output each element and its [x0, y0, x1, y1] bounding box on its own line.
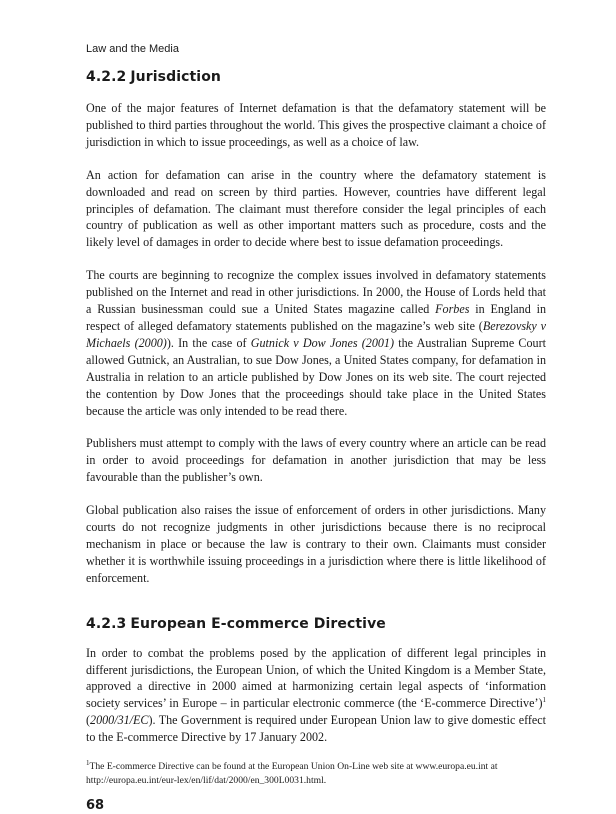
footnote-text: The E-commerce Directive can be found at the European Union On-Line web site at www.europa.eu.int at http://europa.eu.int/eur-lex/en/lif/dat/2000/en_300L0031.html. — [86, 761, 498, 787]
text-run: the Australian Supreme Court allowed Gutnick, an Australian, to sue Dow Jones, a United States company, for defamation in Australia in relation to an article published by Dow Jones on its web site. The court rejected the contention by Dow Jones that the proceedings should take place in the United States because the article was only intended to be read there. — [86, 335, 546, 418]
section-title: Jurisdiction — [130, 69, 221, 85]
paragraph: Global publication also raises the issue of enforcement of orders in other jurisdictions. Many courts do not recognize judgments in other jurisdictions because there is no reciprocal mechanism in place or because the law is contrary to their own. Claimants must consider whether it is worthwhile issuing proceedings in a jurisdiction where there is little likelihood of enforcement. — [86, 503, 546, 585]
footnote-reference: 1 — [542, 696, 546, 705]
running-head: Law and the Media — [86, 43, 179, 55]
footnote-marker: 1 — [86, 758, 90, 767]
section-heading-jurisdiction — [86, 68, 546, 86]
section-number: 4.2.3 — [86, 615, 127, 632]
publication-name: Forbes — [435, 302, 470, 317]
paragraph: Publishers must attempt to comply with the laws of every country where an article can be read in order to avoid proceedings for defamation in another jurisdiction that may be less favourable than the publisher’s own. — [86, 436, 546, 485]
text-run: In order to combat the problems posed by the application of different legal principles in different jurisdictions, the European Union, of which the United Kingdom is a Member State, approved a directive in 2000 aimed at harmonizing certain legal aspects of ‘information society services’ in Europe – in particular electronic commerce (the ‘E-commerce Directive’) — [86, 645, 546, 711]
paragraph — [86, 645, 546, 746]
text-run: The courts are beginning to recognize the complex issues involved in defamatory statements published on the Internet and read in other jurisdictions. In 2000, the House of Lords held that a Russian businessman could sue a United States magazine called — [86, 268, 546, 317]
book-page — [86, 42, 546, 814]
paragraph — [86, 267, 546, 419]
text-run: ). In the case of — [166, 335, 251, 350]
paragraph: An action for defamation can arise in the country where the defamatory statement is downloaded and read on screen by third parties. However, countries have different legal principles of defamation. The claimant must therefore consider the legal principles of each country of publication as well as other important matters such as procedure, costs and the likely level of damages in order to decide where best to issue defamation proceedings. — [86, 167, 546, 250]
section-number: 4.2.2 — [86, 69, 127, 85]
case-citation: Gutnick v Dow Jones (2001) — [250, 335, 395, 350]
directive-reference: 2000/31/EC — [90, 713, 149, 728]
case-citation: Berezovsky v Michaels (2000) — [86, 318, 546, 350]
text-run: in England in respect of alleged defamatory statements published on the magazine’s web site ( — [86, 302, 547, 333]
paragraph: One of the major features of Internet defamation is that the defamatory statement will be published to third parties throughout the world. This gives the prospective claimant a choice of jurisdiction in which to issue proceedings, as well as a choice of law. — [86, 101, 546, 149]
footnote — [86, 760, 546, 788]
text-run: ( — [86, 713, 91, 728]
section-title: European E-commerce Directive — [130, 615, 386, 632]
page-number: 68 — [86, 798, 105, 814]
section-heading-ecommerce-directive — [86, 615, 546, 633]
text-run: ). The Government is required under European Union law to give domestic effect to the E-commerce Directive by 17 January 2002. — [86, 713, 546, 745]
